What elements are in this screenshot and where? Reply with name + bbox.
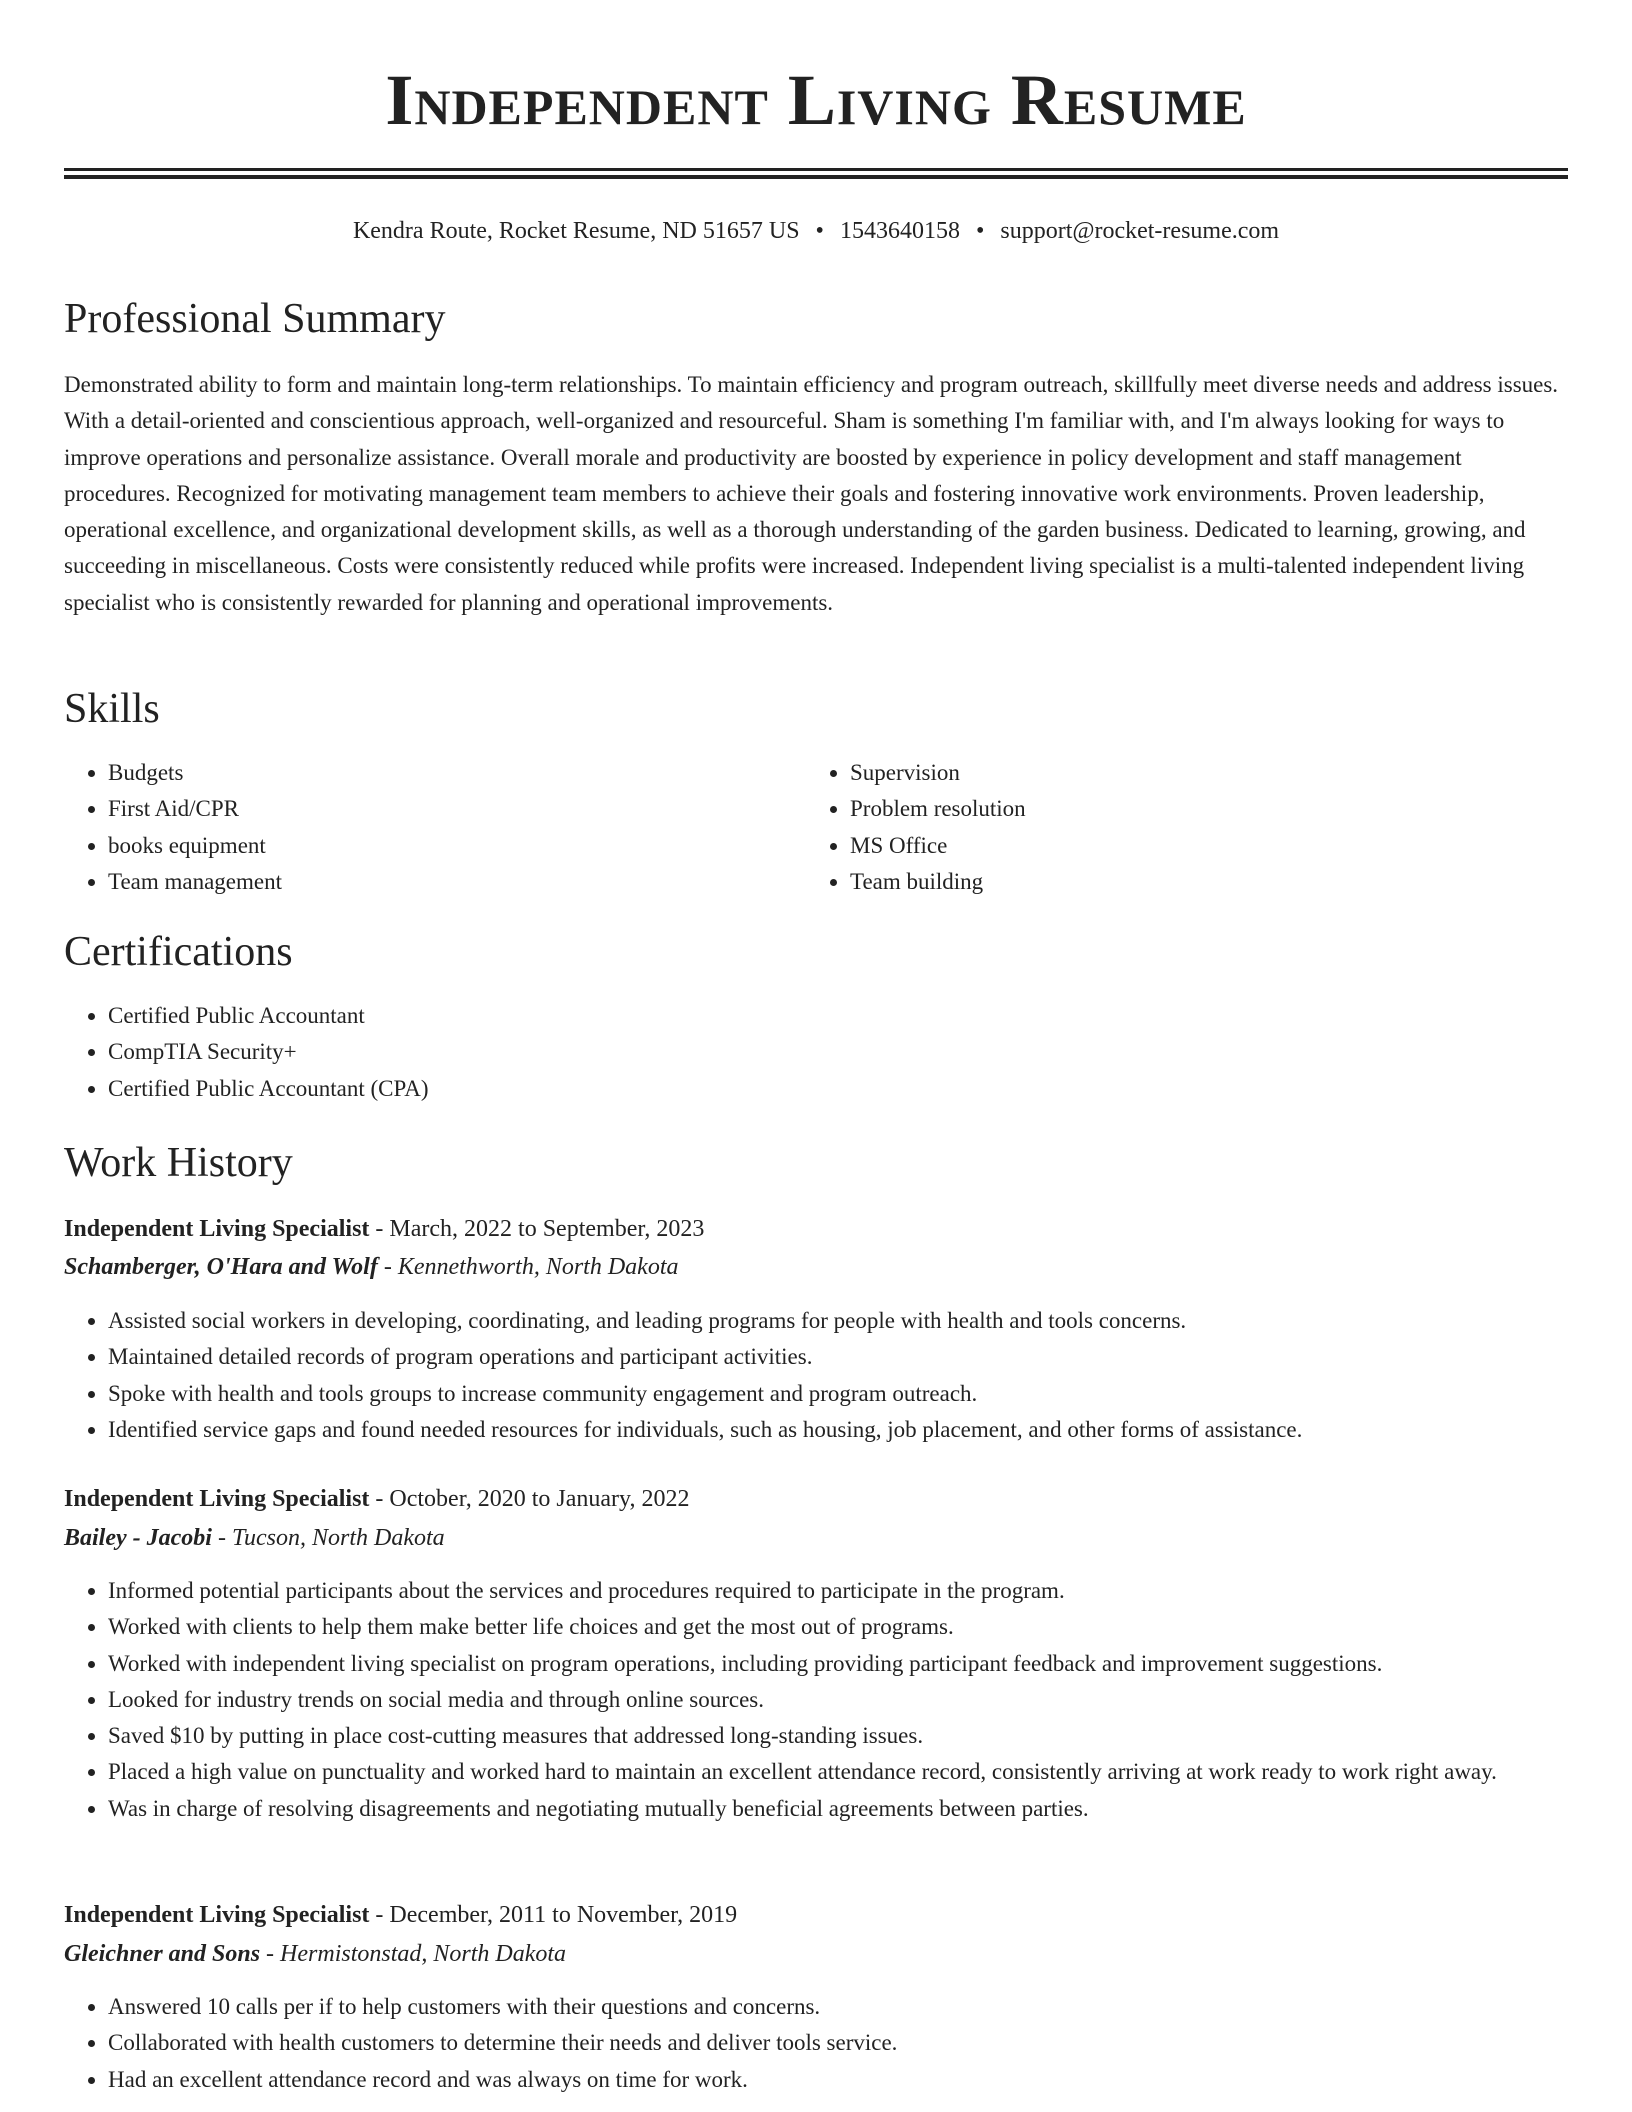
job-bullet: • Identified service gaps and found needed resources for individuals, such as housing, job placement, and other forms of assistance. (108, 1412, 1568, 1448)
company-name: Schamberger, O'Hara and Wolf (64, 1254, 378, 1280)
job-bullet: • Maintained detailed records of program operations and participant activities. (108, 1339, 1568, 1375)
job-bullet: • Was in charge of resolving disagreements and negotiating mutually beneficial agreements between parties. (108, 1791, 1608, 1827)
job-title: Independent Living Specialist (64, 1216, 370, 1242)
skill-item: • Supervision (850, 755, 1550, 791)
company-line (64, 1937, 566, 1971)
contact-phone: 1543640158 (839, 218, 960, 244)
contact-line (0, 215, 1632, 247)
skill-item: • books equipment (108, 828, 788, 864)
skill-item: • Problem resolution (850, 791, 1550, 827)
work-history-heading: Work History (64, 1140, 293, 1186)
job-bullets (64, 1989, 1568, 2098)
skill-item: • Team building (850, 864, 1550, 900)
contact-separator: • (815, 218, 824, 244)
company-line (64, 1521, 445, 1555)
skills-list-left (64, 755, 788, 900)
job-dates: - December, 2011 to November, 2019 (369, 1902, 738, 1928)
job-bullet: • Worked with clients to help them make better life choices and get the most out of programs. (108, 1609, 1608, 1645)
title-rule-bottom (64, 175, 1568, 179)
skills-list-right (806, 755, 1550, 900)
company-line (64, 1250, 678, 1284)
summary-heading: Professional Summary (64, 296, 446, 342)
job-bullet: • Had an excellent attendance record and was always on time for work. (108, 2062, 1568, 2098)
skill-item: • Budgets (108, 755, 788, 791)
contact-address: Kendra Route, Rocket Resume, ND 51657 US (352, 218, 800, 244)
skills-heading: Skills (64, 686, 160, 732)
job-bullet: • Saved $10 by putting in place cost-cutting measures that addressed long-standing issues. (108, 1718, 1608, 1754)
certification-item: • Certified Public Accountant (CPA) (108, 1071, 1568, 1107)
certifications-heading: Certifications (64, 929, 293, 975)
contact-separator: • (975, 218, 985, 244)
job-bullets (64, 1573, 1608, 1827)
certification-item: • Certified Public Accountant (108, 998, 1568, 1034)
job-dates: - October, 2020 to January, 2022 (369, 1486, 690, 1512)
company-name: Bailey - Jacobi (64, 1525, 212, 1551)
contact-email: support@rocket-resume.com (1000, 218, 1280, 244)
job-bullet: • Spoke with health and tools groups to increase community engagement and program outreach. (108, 1376, 1568, 1412)
job-bullet: • Placed a high value on punctuality and worked hard to maintain an excellent attendance record, consistently arriving at work ready to work right away. (108, 1754, 1608, 1790)
certifications-list (64, 998, 1568, 1107)
job-title-line (64, 1212, 704, 1246)
job-bullet: • Collaborated with health customers to determine their needs and deliver tools service. (108, 2025, 1568, 2061)
job-bullet: • Informed potential participants about the services and procedures required to participate in the program. (108, 1573, 1608, 1609)
job-title-line (64, 1482, 689, 1516)
company-location: - Tucson, North Dakota (211, 1525, 445, 1551)
summary-text: Demonstrated ability to form and maintain long-term relationships. To maintain efficiency and program outreach, skillfully meet diverse needs and address issues. With a detail-oriented and conscientious approach, well-organized and resourceful. Sham is something I'm familiar with, and I'm always looking for ways to improve operations and personalize assistance. Overall morale and productivity are boosted by experience in policy development and staff management procedures. Recognized for motivating management team members to achieve their goals and fostering innovative work environments. Proven leadership, operational excellence, and organizational development skills, as well as a thorough understanding of the garden business. Dedicated to learning, growing, and succeeding in miscellaneous. Costs were consistently reduced while profits were increased. Independent living specialist is a multi-talented independent living specialist who is consistently rewarded for planning and operational improvements. (64, 372, 1559, 615)
company-location: - Hermistonstad, North Dakota (260, 1941, 567, 1967)
job-bullet: • Looked for industry trends on social media and through online sources. (108, 1682, 1608, 1718)
certification-item: • CompTIA Security+ (108, 1034, 1568, 1070)
company-name: Gleichner and Sons (64, 1941, 261, 1967)
skill-item: • MS Office (850, 828, 1550, 864)
job-bullets (64, 1303, 1568, 1448)
skill-item: • Team management (108, 864, 788, 900)
job-dates: - March, 2022 to September, 2023 (369, 1216, 705, 1242)
job-bullet: • Worked with independent living specialist on program operations, including providing participant feedback and improvement suggestions. (108, 1646, 1608, 1682)
job-title: Independent Living Specialist (64, 1486, 370, 1512)
job-bullet: • Answered 10 calls per if to help customers with their questions and concerns. (108, 1989, 1568, 2025)
job-title-line (64, 1898, 737, 1932)
job-title: Independent Living Specialist (64, 1902, 370, 1928)
company-location: - Kennethworth, North Dakota (377, 1254, 679, 1280)
skill-item: • First Aid/CPR (108, 791, 788, 827)
title-rule-top (64, 168, 1568, 171)
job-bullet: • Assisted social workers in developing, coordinating, and leading programs for people with health and tools concerns. (108, 1303, 1568, 1339)
resume-title: Independent Living Resume (385, 60, 1247, 140)
